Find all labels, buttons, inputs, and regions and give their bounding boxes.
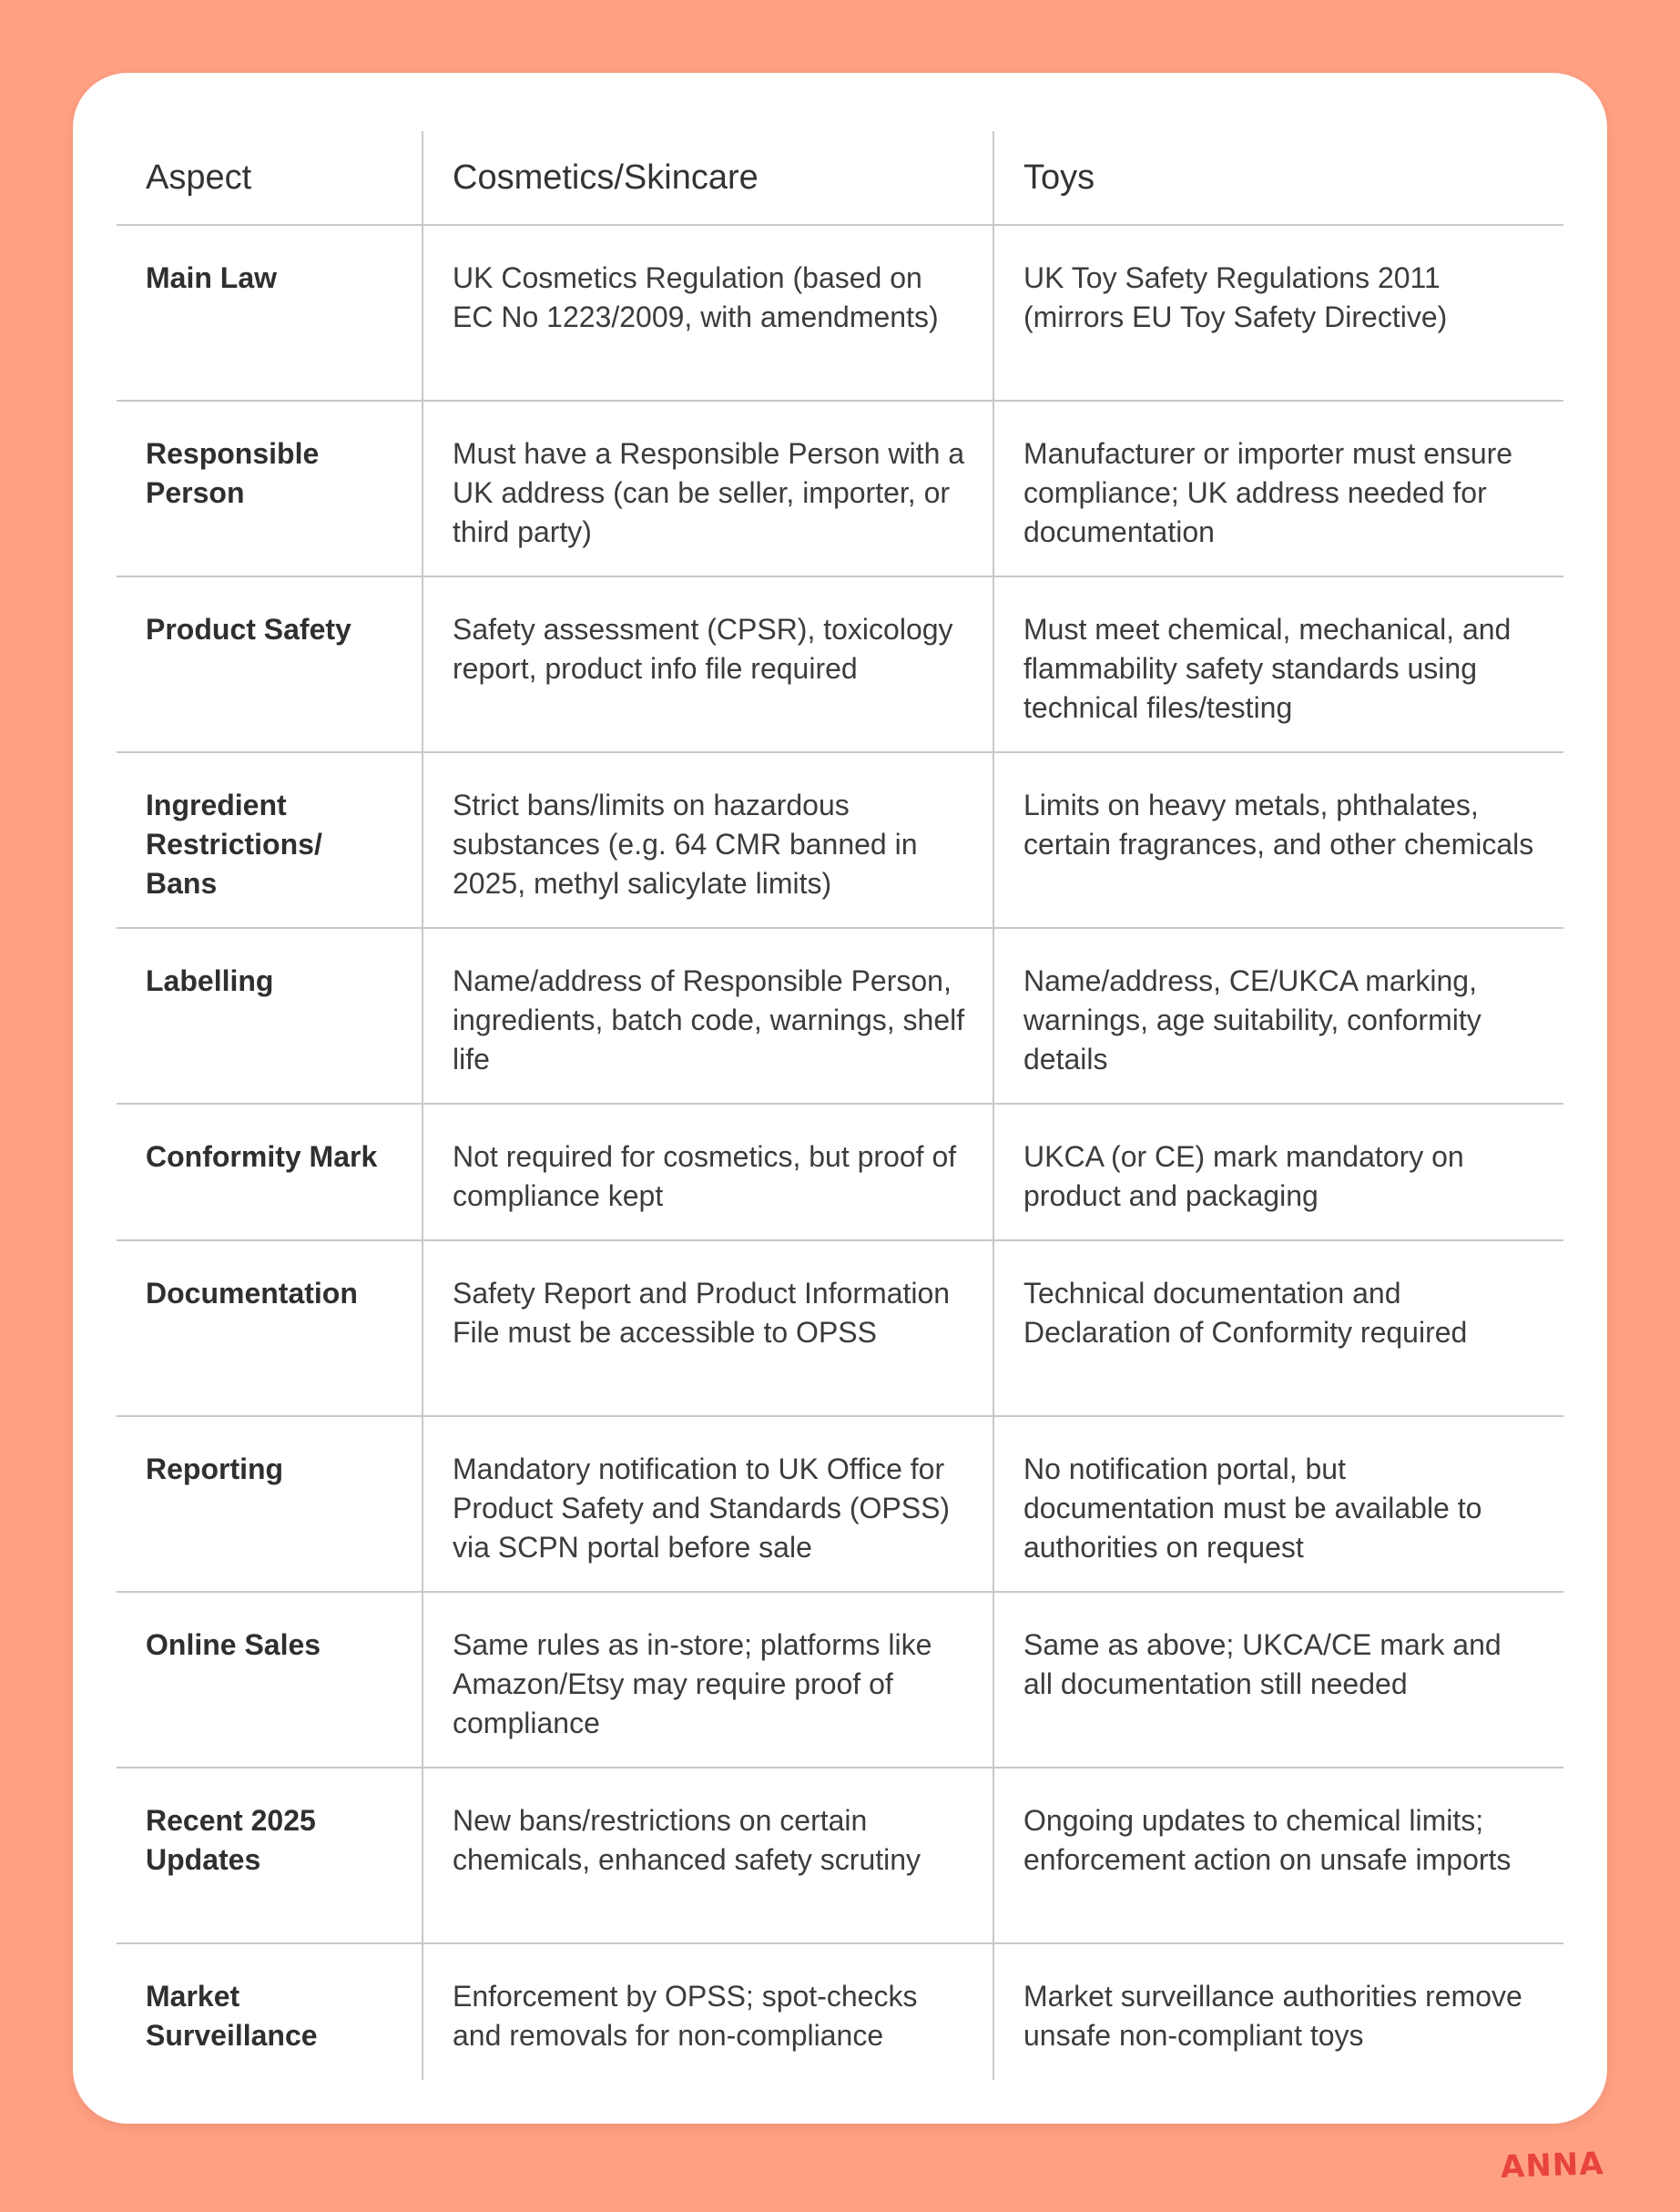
table-row (117, 1104, 1563, 1240)
row-aspect: Responsible Person (117, 401, 423, 576)
row-aspect: Ingredient Restrictions/ Bans (117, 752, 423, 928)
table-row (117, 1240, 1563, 1416)
row-toys: Name/address, CE/UKCA marking, warnings, age suitability, conformity details (993, 928, 1563, 1104)
table-row (117, 1768, 1563, 1943)
row-aspect: Online Sales (117, 1592, 423, 1768)
row-toys: UK Toy Safety Regulations 2011 (mirrors EU Toy Safety Directive) (993, 225, 1563, 401)
row-toys: Ongoing updates to chemical limits; enforcement action on unsafe imports (993, 1768, 1563, 1943)
row-cosmetics: Safety Report and Product Information File must be accessible to OPSS (423, 1240, 993, 1416)
row-toys: Must meet chemical, mechanical, and flammability safety standards using technical files/testing (993, 576, 1563, 752)
row-toys: Manufacturer or importer must ensure compliance; UK address needed for documentation (993, 401, 1563, 576)
row-cosmetics: Same rules as in-store; platforms like Amazon/Etsy may require proof of compliance (423, 1592, 993, 1768)
row-toys: UKCA (or CE) mark mandatory on product and packaging (993, 1104, 1563, 1240)
brand-logo: ANNA (1500, 2146, 1605, 2186)
row-aspect: Reporting (117, 1416, 423, 1592)
row-aspect: Product Safety (117, 576, 423, 752)
header-aspect: Aspect (117, 131, 423, 225)
row-aspect: Recent 2025 Updates (117, 1768, 423, 1943)
row-aspect: Documentation (117, 1240, 423, 1416)
table-row (117, 401, 1563, 576)
table-row (117, 225, 1563, 401)
comparison-table (117, 131, 1563, 2080)
row-toys: Same as above; UKCA/CE mark and all documentation still needed (993, 1592, 1563, 1768)
row-cosmetics: Enforcement by OPSS; spot-checks and removals for non-compliance (423, 1943, 993, 2080)
table-row (117, 1592, 1563, 1768)
row-cosmetics: Strict bans/limits on hazardous substances (e.g. 64 CMR banned in 2025, methyl salicylate limits) (423, 752, 993, 928)
row-aspect: Labelling (117, 928, 423, 1104)
table-header-row (117, 131, 1563, 225)
table-row (117, 576, 1563, 752)
row-toys: Market surveillance authorities remove unsafe non-compliant toys (993, 1943, 1563, 2080)
row-cosmetics: Not required for cosmetics, but proof of compliance kept (423, 1104, 993, 1240)
row-cosmetics: Must have a Responsible Person with a UK address (can be seller, importer, or third party) (423, 401, 993, 576)
row-aspect: Market Surveillance (146, 1980, 318, 2052)
row-aspect: Conformity Mark (117, 1104, 423, 1240)
row-cosmetics: Mandatory notification to UK Office for Product Safety and Standards (OPSS) via SCPN portal before sale (423, 1416, 993, 1592)
row-toys: Limits on heavy metals, phthalates, certain fragrances, and other chemicals (993, 752, 1563, 928)
row-cosmetics: Name/address of Responsible Person, ingredients, batch code, warnings, shelf life (423, 928, 993, 1104)
table-row (117, 1943, 1563, 2080)
row-cosmetics: UK Cosmetics Regulation (based on EC No 1223/2009, with amendments) (423, 225, 993, 401)
row-cosmetics: Safety assessment (CPSR), toxicology report, product info file required (423, 576, 993, 752)
row-aspect: Main Law (117, 225, 423, 401)
row-toys: Technical documentation and Declaration of Conformity required (993, 1240, 1563, 1416)
header-toys: Toys (993, 131, 1563, 225)
header-cosmetics: Cosmetics/Skincare (423, 131, 993, 225)
comparison-card (73, 73, 1607, 2124)
table-row (117, 1416, 1563, 1592)
table-row (117, 752, 1563, 928)
row-toys: No notification portal, but documentation must be available to authorities on request (993, 1416, 1563, 1592)
row-cosmetics: New bans/restrictions on certain chemicals, enhanced safety scrutiny (423, 1768, 993, 1943)
table-row (117, 928, 1563, 1104)
